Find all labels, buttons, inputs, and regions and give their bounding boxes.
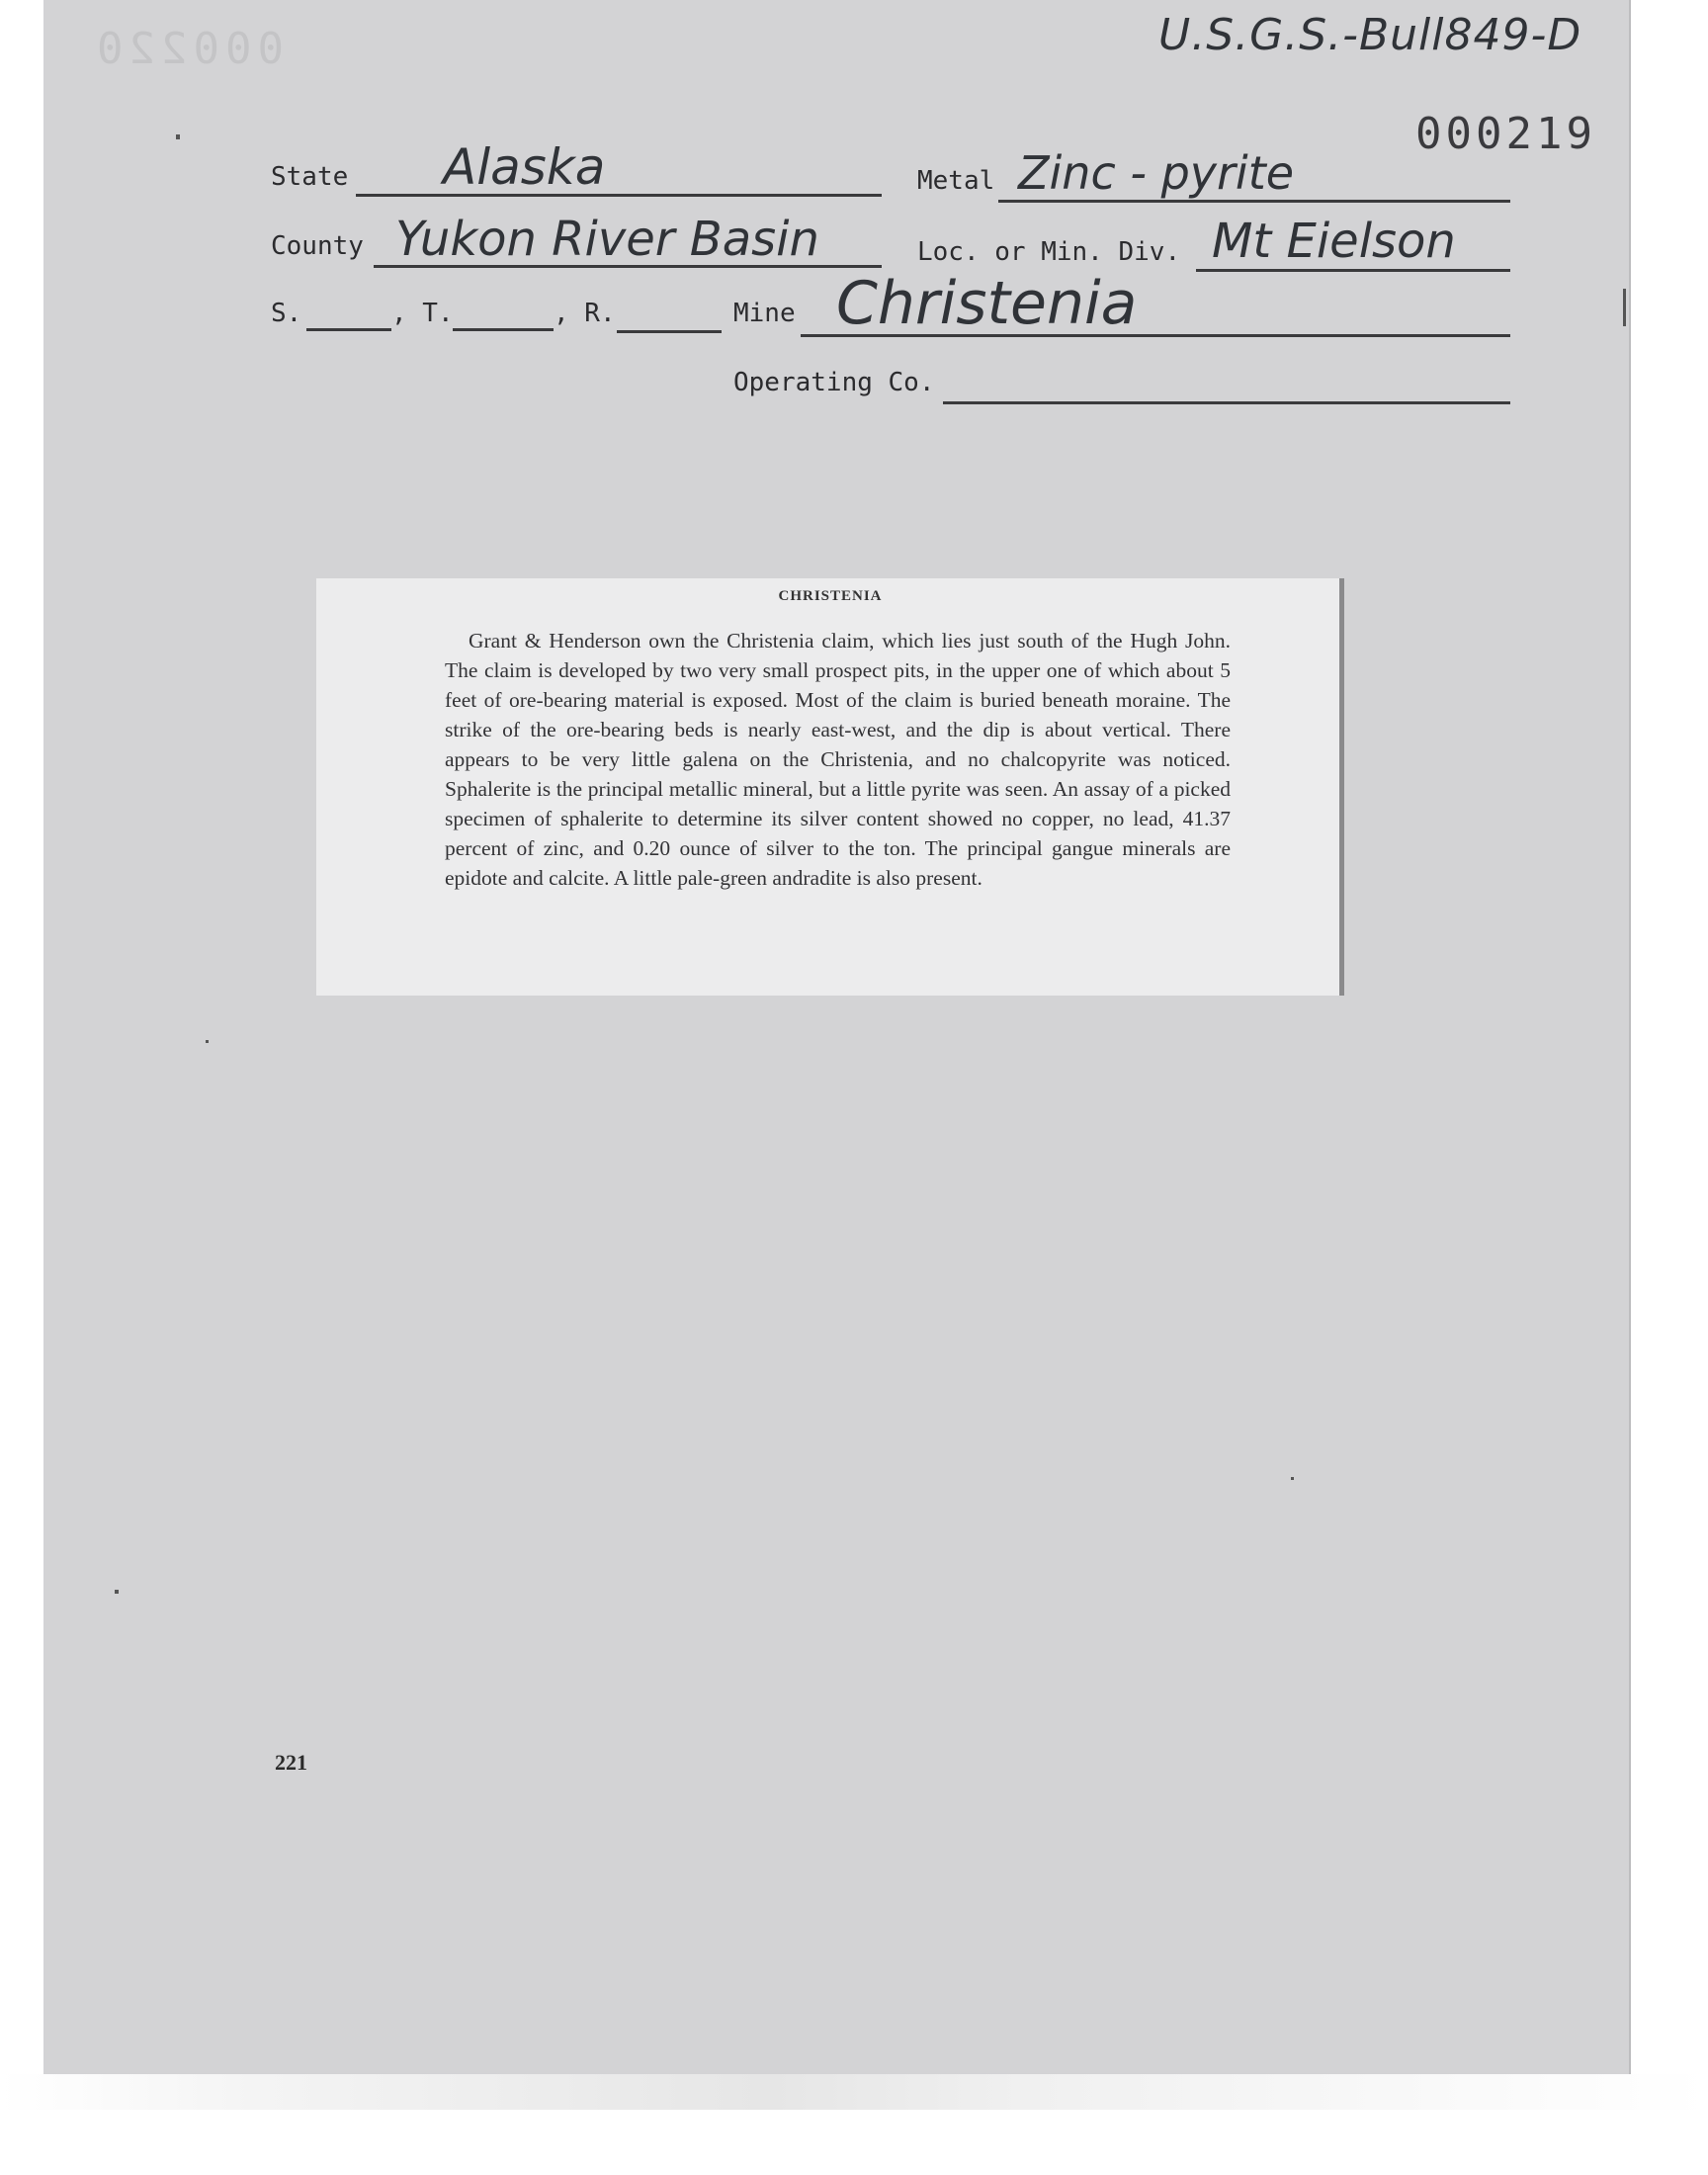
scan-edge [0, 2074, 1708, 2110]
county-label: County [271, 231, 364, 261]
clipping-body: Grant & Henderson own the Christenia claim, which lies just south of the Hugh John. The claim is developed by two very small prospect pits, in the upper one of which about 5 feet of ore-bearing material is exposed. Most of the claim is buried beneath moraine. The strike of the ore-bearing beds is nearly east-west, and the dip is about vertical. There appears to be very little galena on the Christenia, and no chalcopyrite was noticed. Sphalerite is the principal metallic mineral, but a little pyrite was seen. An assay of a picked specimen of sphalerite to determine its silver content showed no copper, no lead, 41.37 percent of zinc, and 0.20 ounce of silver to the ton. The principal gangue minerals are epidote and calcite. A little pale-green andradite is also present. [445, 629, 1231, 890]
state-label: State [271, 162, 349, 192]
t-label: , T. [391, 299, 454, 328]
state-value: Alaska [443, 138, 606, 196]
r-line [617, 330, 722, 333]
scan-speck [176, 134, 180, 139]
scan-speck [115, 1590, 119, 1594]
record-number-stamp: 000219 [1415, 109, 1596, 159]
pasted-clipping [316, 578, 1344, 996]
metal-label: Metal [917, 166, 995, 196]
loc-label: Loc. or Min. Div. [917, 237, 1181, 267]
s-label: S. [271, 299, 302, 328]
page-number: 221 [275, 1750, 307, 1775]
county-value: Yukon River Basin [395, 212, 819, 267]
r-label: , R. [554, 299, 616, 328]
loc-value: Mt Eielson [1212, 214, 1456, 269]
bleed-through-stamp: 000220 [91, 24, 284, 74]
loc-line [1196, 269, 1510, 272]
clipping-title: CHRISTENIA [778, 588, 883, 604]
metal-line [998, 200, 1510, 203]
metal-value: Zinc - pyrite [1018, 146, 1295, 200]
mine-value: Christenia [836, 269, 1138, 338]
s-line [306, 328, 391, 331]
mine-label: Mine [733, 299, 796, 328]
scan-speck [206, 1040, 209, 1043]
operating-co-label: Operating Co. [733, 368, 935, 397]
state-line [356, 194, 882, 197]
header-code: U.S.G.S.-Bull849-D [1158, 10, 1582, 60]
t-line [453, 328, 554, 331]
scan-mark [1623, 289, 1626, 326]
scan-speck [1291, 1477, 1294, 1480]
operating-co-line [943, 401, 1510, 404]
